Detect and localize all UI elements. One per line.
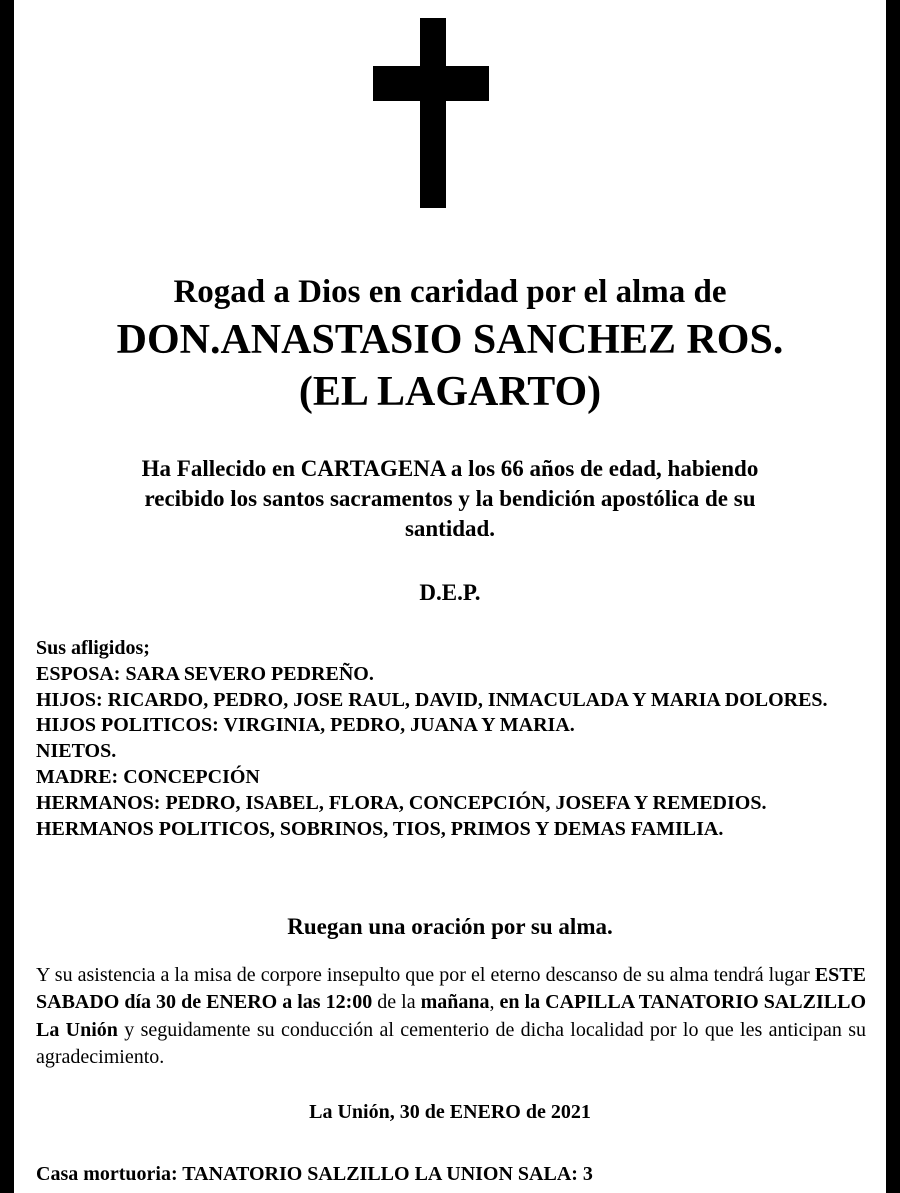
intro-line: Rogad a Dios en caridad por el alma de — [173, 274, 727, 310]
mass-text: , — [489, 991, 500, 1014]
left-border — [0, 0, 14, 1193]
prayer-request: Ruegan una oración por su alma. — [287, 914, 613, 939]
death-statement-line: recibido los santos sacramentos y la bendición apostólica de su — [144, 486, 756, 511]
mass-date: ESTE SABADO día 30 de ENERO a las 12:00 — [36, 964, 866, 1014]
mass-text: y seguidamente su conducción al cementerio de dicha localidad por lo que les anticipan su agradecimiento. — [36, 1018, 866, 1069]
mass-text: Y su asistencia a la misa de corpore insepulto que por el eterno descanso de su alma tendrá lugar — [36, 964, 815, 986]
family-line: Sus afligidos; — [36, 637, 150, 659]
mass-paragraph — [36, 962, 866, 1072]
notice-date: La Unión, 30 de ENERO de 2021 — [309, 1101, 591, 1123]
family-list — [36, 636, 866, 842]
family-line: HIJOS POLITICOS: VIRGINIA, PEDRO, JUANA Y MARIA. — [36, 714, 575, 737]
family-line: MADRE: CONCEPCIÓN — [36, 765, 260, 788]
right-border — [886, 0, 900, 1193]
dep-label: D.E.P. — [419, 580, 481, 605]
death-statement — [70, 454, 830, 544]
mass-location: en la CAPILLA TANATORIO SALZILLO La Unión — [36, 991, 866, 1041]
family-line: ESPOSA: SARA SEVERO PEDREÑO. — [36, 662, 374, 685]
death-statement-line: santidad. — [404, 516, 496, 541]
family-line: HERMANOS POLITICOS, SOBRINOS, TIOS, PRIMOS Y DEMAS FAMILIA. — [36, 817, 724, 840]
cross-icon — [373, 18, 489, 208]
death-statement-line: Ha Fallecido en CARTAGENA a los 66 años de edad, habiendo — [141, 456, 759, 481]
family-line: NIETOS. — [36, 740, 117, 763]
deceased-alias: (EL LAGARTO) — [298, 369, 602, 415]
deceased-name: DON.ANASTASIO SANCHEZ ROS. — [116, 317, 784, 363]
family-line: HIJOS: RICARDO, PEDRO, JOSE RAUL, DAVID, INMACULADA Y MARIA DOLORES. — [36, 688, 828, 711]
family-line: HERMANOS: PEDRO, ISABEL, FLORA, CONCEPCIÓN, JOSEFA Y REMEDIOS. — [36, 791, 767, 814]
funeral-home: Casa mortuoria: TANATORIO SALZILLO LA UNION SALA: 3 — [36, 1163, 593, 1185]
mass-text: de la — [372, 991, 421, 1014]
mass-time-of-day: mañana — [420, 991, 490, 1014]
